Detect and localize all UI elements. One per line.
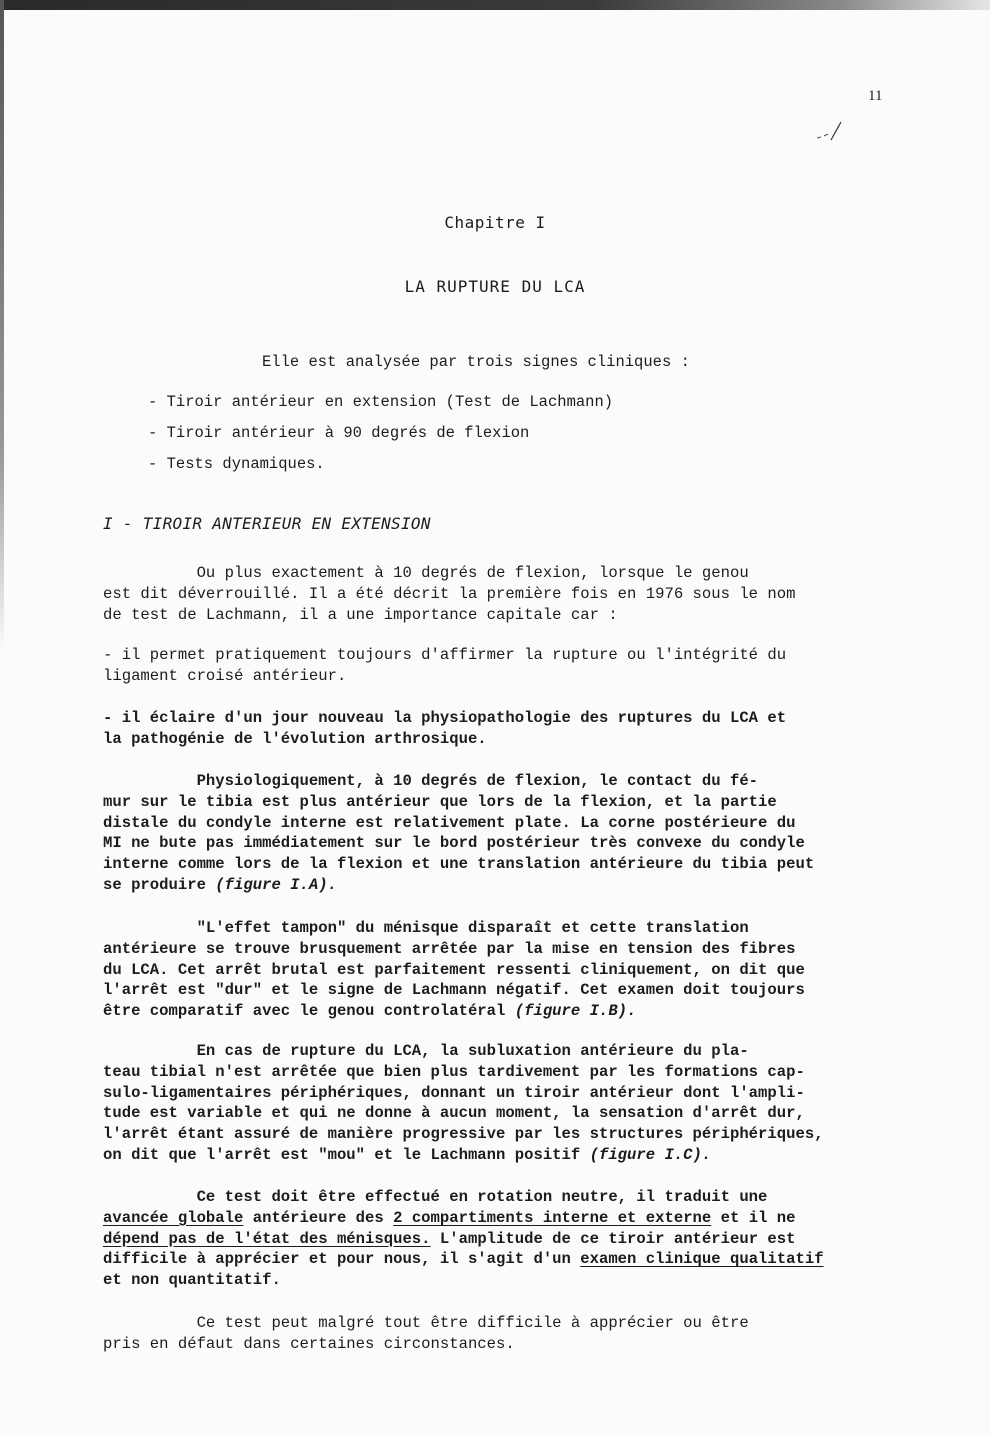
text-line: du LCA. Cet arrêt brutal est parfaitement ressenti cliniquement, on dit que — [103, 960, 805, 979]
paragraph — [103, 918, 903, 1022]
text-line: Physiologiquement, à 10 degrés de flexion, le contact du fé- — [103, 772, 759, 790]
text-line: l'arrêt est "dur" et le signe de Lachmann négatif. Cet examen doit toujours — [103, 981, 805, 1000]
figure-reference: (figure I.C). — [589, 1145, 712, 1164]
text-fragment: être comparatif avec le genou controlatéral — [103, 1002, 515, 1021]
scan-edge-left — [0, 0, 4, 650]
figure-reference: (figure I.A). — [215, 875, 337, 894]
text-line: et non quantitatif. — [103, 1271, 281, 1290]
text-line: la pathogénie de l'évolution arthrosique. — [103, 729, 487, 748]
text-line: MI ne bute pas immédiatement sur le bord postérieur très convexe du condyle — [103, 834, 805, 853]
text-line: teau tibial n'est arrêtée que bien plus tardivement par les formations cap- — [103, 1062, 805, 1081]
text-fragment: on dit que l'arrêt est "mou" et le Lachmann positif — [103, 1145, 590, 1164]
text-line: - il permet pratiquement toujours d'affirmer la rupture ou l'intégrité du — [103, 646, 787, 664]
text-line: tude est variable et qui ne donne à aucun moment, la sensation d'arrêt dur, — [103, 1104, 805, 1123]
section-heading: I - TIROIR ANTERIEUR EN EXTENSION — [103, 514, 431, 533]
text-fragment: se produire — [103, 875, 216, 894]
text-line: - il éclaire d'un jour nouveau la physiopathologie des ruptures du LCA et — [103, 709, 787, 727]
text-line: de test de Lachmann, il a une importance capitale car : — [103, 605, 618, 624]
text-line: interne comme lors de la flexion et une translation antérieure du tibia peut — [103, 855, 815, 874]
paragraph — [103, 1313, 903, 1355]
text-line — [103, 1208, 903, 1229]
text-line: antérieure se trouve brusquement arrêtée par la mise en tension des fibres — [103, 939, 796, 958]
paragraph — [103, 1041, 903, 1166]
text-line: est dit déverrouillé. Il a été décrit la première fois en 1976 sous le nom — [103, 584, 796, 603]
list-item: - Tests dynamiques. — [148, 455, 325, 473]
text-line — [103, 875, 903, 896]
text-line: Ce test peut malgré tout être difficile à apprécier ou être — [103, 1314, 749, 1332]
text-line: En cas de rupture du LCA, la subluxation antérieure du pla- — [103, 1042, 749, 1060]
text-fragment: difficile à apprécier et pour nous, il s'agit d'un — [103, 1250, 581, 1269]
paragraph — [103, 771, 903, 896]
chapter-title: Chapitre I — [444, 213, 546, 232]
figure-reference: (figure I.B). — [514, 1002, 637, 1021]
scan-edge-top — [0, 0, 990, 10]
paragraph — [103, 645, 903, 687]
text-line — [103, 1229, 903, 1250]
text-fragment: et il ne — [711, 1208, 796, 1227]
chapter-subtitle: LA RUPTURE DU LCA — [404, 277, 586, 296]
text-line: pris en défaut dans certaines circonstances. — [103, 1334, 515, 1353]
text-line — [103, 1145, 903, 1166]
intro-line: Elle est analysée par trois signes cliniques : — [262, 353, 690, 371]
text-line: sulo-ligamentaires périphériques, donnant un tiroir antérieur dont l'ampli- — [103, 1083, 805, 1102]
text-line — [103, 1249, 903, 1270]
list-item: - Tiroir antérieur à 90 degrés de flexion — [148, 424, 530, 442]
text-line: Ce test doit être effectué en rotation neutre, il traduit une — [103, 1188, 768, 1206]
text-line — [103, 1001, 903, 1022]
paragraph — [103, 708, 903, 750]
list-item: - Tiroir antérieur en extension (Test de Lachmann) — [148, 393, 614, 411]
text-line: mur sur le tibia est plus antérieur que lors de la flexion, et la partie — [103, 792, 777, 811]
underlined-phrase: dépend pas de l'état des ménisques. — [103, 1229, 431, 1248]
pen-mark-icon — [815, 118, 845, 144]
text-line: distale du condyle interne est relativement plate. La corne postérieure du — [103, 813, 796, 832]
underlined-phrase: 2 compartiments interne et externe — [393, 1208, 712, 1227]
text-fragment: antérieure des — [243, 1208, 394, 1227]
underlined-phrase: examen clinique qualitatif — [580, 1250, 824, 1269]
page-number: 11 — [868, 88, 883, 104]
text-line: l'arrêt étant assuré de manière progressive par les structures périphériques, — [103, 1125, 824, 1144]
paragraph — [103, 1187, 903, 1291]
text-line: ligament croisé antérieur. — [103, 666, 347, 685]
underlined-phrase: avancée globale — [103, 1208, 244, 1227]
text-line: "L'effet tampon" du ménisque disparaît et cette translation — [103, 919, 749, 937]
paragraph — [103, 563, 903, 625]
text-fragment: L'amplitude de ce tiroir antérieur est — [430, 1229, 796, 1248]
text-line: Ou plus exactement à 10 degrés de flexion, lorsque le genou — [103, 564, 749, 582]
